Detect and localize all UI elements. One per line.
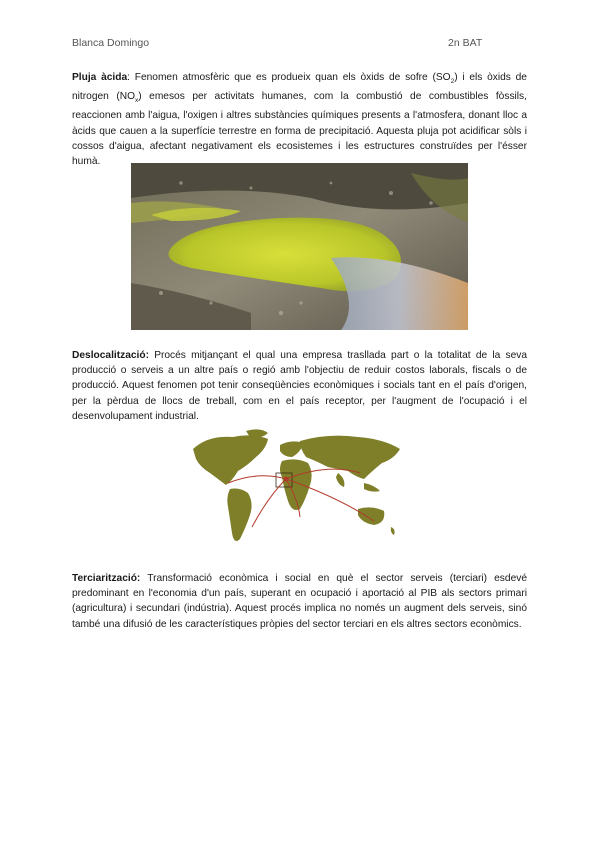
author-name: Blanca Domingo [72, 37, 150, 49]
paragraph-deslocalitzacio: Deslocalització: Procés mitjançant el qual una empresa trasllada part o la totalitat de la seva producció o serveis a un altre país o regió amb l'objectiu de reduir costos laborals, fiscals o de producció. Aquest fenomen pot tenir conseqüències econòmiques i socials tant en el país d'origen, per la pèrdua de llocs de treball, com en el país receptor, per l'augment de l'ocupació i el desenvolupament industrial. [72, 350, 527, 422]
term-terciaritzacio: Terciarització: [72, 573, 141, 584]
term-deslocalitzacio: Deslocalització: [72, 350, 149, 361]
paragraph-pluja-acida: Pluja àcida: Fenomen atmosfèric que es produeix quan els òxids de sofre $(SO_2)$ i els òxids de nitrogen $(NO_x)$ emesos per activitats humanes, com la combustió de combustibles fòssils, reaccionen amb l'aigua, l'oxigen i altres substàncies químiques presents a l'atmosfera, donant lloc a àcids que cauen a la superfície terrestre en forma de precipitació. Aquesta pluja pot acidificar sòls i cossos d'aigua, afectant negativament els ecosistemes i les estructures construïdes per l'ésser humà. [72, 72, 527, 168]
paragraph-terciaritzacio: Terciarització: Transformació econòmica i social en què el sector serveis (terciari) esdevé predominant en l'economia d'un país, superant en ocupació i aportació al PIB als sectors primari (agricultura) i secundari (indústria). Aquest procés implica no només un augment dels serveis, sinó també una difusió de les característiques pròpies del sector terciari en els altres sectors econòmics. [72, 573, 527, 630]
world-map-figure [188, 427, 406, 560]
term-pluja-acida: Pluja àcida [72, 72, 128, 83]
course-label: 2n BAT [448, 37, 483, 49]
acid-rain-photo [131, 163, 468, 330]
